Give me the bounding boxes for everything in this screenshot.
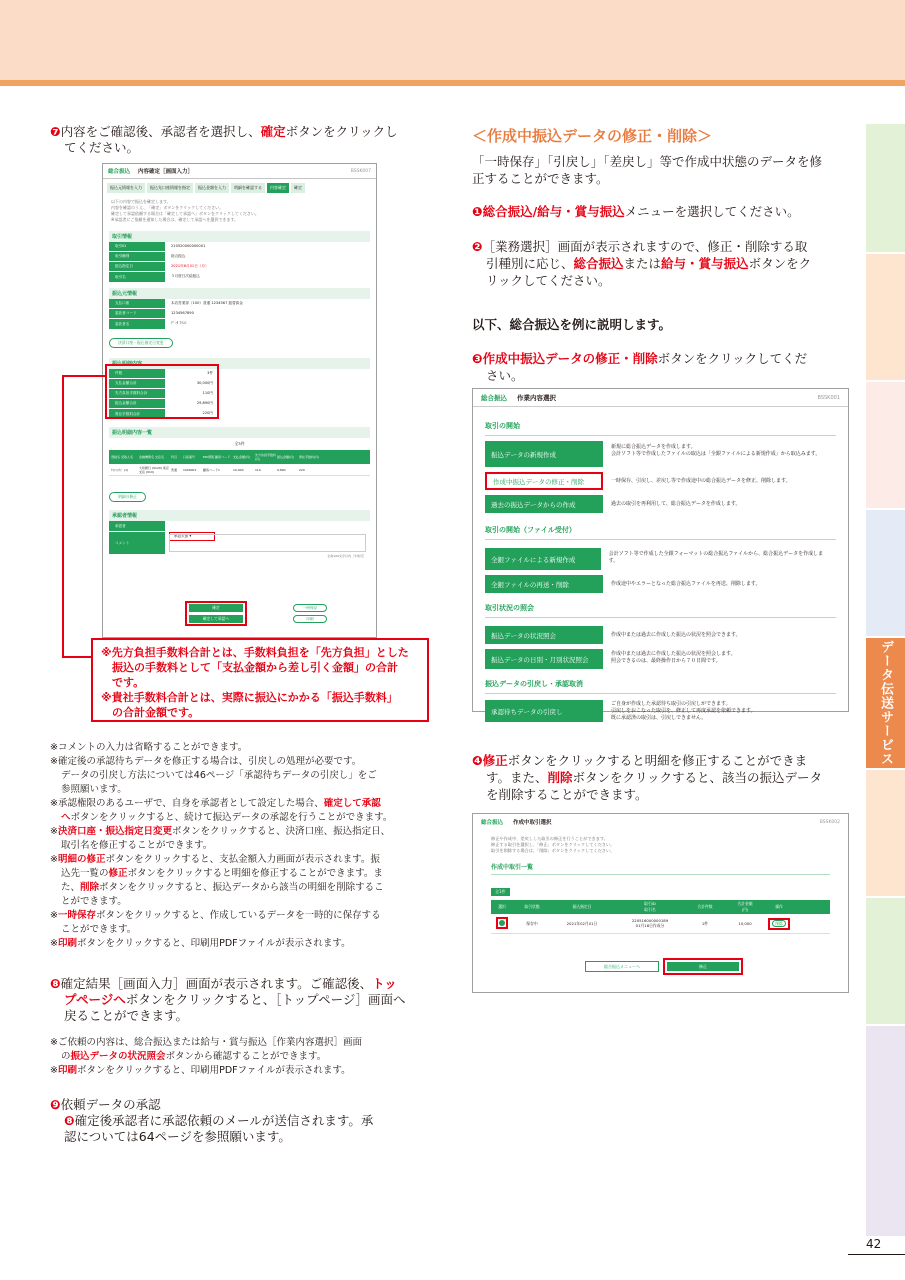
step-3: ❸作成中振込データの修正・削除ボタンをクリックしてくだ さい。	[472, 351, 808, 383]
step-7	[50, 124, 440, 156]
draft-list-row: 保存中 2021年02月01日 220516000000189 01月18日作成分 1件 10,000 削除	[491, 914, 830, 934]
side-tab-3[interactable]	[866, 382, 905, 508]
summary-highlight	[105, 364, 219, 419]
connector-h2	[62, 656, 92, 658]
sender-row: 委託者コード 1234567890	[109, 309, 370, 319]
step-9-number: ❾	[50, 1097, 61, 1112]
example-heading: 以下、総合振込を例に説明します。	[472, 317, 672, 332]
comment-label: コメント	[109, 532, 165, 554]
approver-row	[109, 521, 370, 538]
note-temp-save: ※一時保存ボタンをクリックすると、作成しているデータを一時的に保存する	[50, 910, 381, 921]
draft-select-radio[interactable]	[499, 920, 505, 926]
summary-row: 貴社手数料合計 220円	[109, 409, 370, 419]
note-status-inquiry-b: の振込データの状況照会ボタンから確認することができます。	[61, 1051, 327, 1062]
fee-note-line-1: ※先方負担手数料合計とは、手数料負担を「先方負担」とした	[101, 646, 409, 659]
step-8: ❽確定結果［画面入力］画面が表示されます。ご確認後、トッ プページへボタンをクリックすると、［トップページ］画面へ 戻ることができます。	[50, 976, 406, 1023]
note-self-approve-b: へボタンをクリックすると、続けて振込データの承認を行うことができます。	[61, 812, 393, 823]
daily-monthly-inquiry-button[interactable]: 振込データの日別・月別状況照会	[485, 649, 603, 669]
draft-select-intro: 修正や作成中、差戻しした取引の修正を行うことができます。 修正する取引を選択し、「修正」ボタンをクリックしてください。 取引を削除する場合は、「削除」ボタンをクリックしてください。	[491, 836, 615, 853]
task-select-header: 総合振込 作業内容選択 BSSK001	[473, 389, 848, 407]
draft-list-count: 全1件	[491, 888, 510, 896]
draft-select-radio-wrap	[491, 917, 513, 930]
connector-v	[62, 375, 64, 657]
edit-delete-draft-button[interactable]: 作成中振込データの修正・削除	[485, 472, 603, 490]
page-number-rule	[848, 1254, 905, 1255]
side-tab-strip	[866, 124, 905, 1236]
step-7-text-b: ボタンをクリックし	[285, 124, 398, 139]
edit-button-highlight	[663, 958, 743, 975]
create-from-past-button[interactable]: 過去の振込データからの作成	[485, 495, 603, 513]
page-number: 42	[866, 1237, 882, 1251]
back-to-menu-button[interactable]: 総合振込メニューへ	[585, 961, 659, 972]
pullback-button[interactable]: 承認待ちデータの引戻し	[485, 700, 603, 722]
task-row: 承認待ちデータの引戻し ご自身が作成した承認待ち取引の引戻しができます。 引戻しをおこなった取引を、修正して再度承認を依頼できます。 既に承認済の取引は、引戻しできません。	[485, 700, 836, 722]
note-comment: ※コメントの入力は省略することができます。	[50, 742, 248, 753]
sender-row: 支払口座 本店営業部（100）普通 1234567 振替資金	[109, 299, 370, 309]
step-7-number: ❼	[50, 124, 61, 139]
transaction-info-heading: 取引情報	[109, 231, 370, 242]
draft-list-header: 選択 取引状態 振込指定日 取引ID 取引名 合計件数 合計金額 (円) 操作	[491, 900, 830, 914]
draft-list	[473, 854, 848, 934]
side-tab-8[interactable]	[866, 1026, 905, 1236]
side-tab-4[interactable]	[866, 510, 905, 636]
note-change-account-b: 取引名を修正することができます。	[61, 840, 213, 851]
task-row: 振込データの状況照会 作成中または過去に作成した振込の状況を照会できます。	[485, 626, 836, 644]
side-tab-data-transfer[interactable]	[866, 638, 905, 768]
summary-row: 件数 3件	[109, 369, 370, 379]
note-pullback-c: 参照願います。	[61, 784, 127, 795]
header-rule	[0, 80, 905, 86]
step-1: ❶総合振込/給与・賞与振込メニューを選択してください。	[472, 204, 800, 219]
summary-row: 振込金額合計 29,890円	[109, 399, 370, 409]
step-7-text-c: てください。	[64, 140, 140, 155]
section-file: 取引の開始（ファイル受付）	[485, 526, 576, 534]
task-row: 過去の振込データからの作成 過去の取引を再利用して、総合振込データを作成します。	[485, 495, 836, 513]
approver-select-wrap	[165, 521, 219, 538]
approver-heading: 承認者情報	[109, 510, 370, 521]
header-band	[0, 0, 905, 80]
note-print-8: ※印刷ボタンをクリックすると、印刷用PDFファイルが表示されます。	[50, 1065, 351, 1076]
step-indicator-4: 明細を確認する	[231, 183, 265, 193]
step-8-number: ❽	[50, 976, 61, 991]
edit-button[interactable]: 修正	[667, 962, 739, 971]
note-edit-detail-b: 込先一覧の修正ボタンをクリックすると明細を修正することができます。ま	[61, 868, 383, 879]
detail-list-count: 全3件	[234, 441, 245, 446]
draft-select-header: 総合振込 作成中取引選択 BSSK002	[481, 819, 840, 826]
side-tab-7[interactable]	[866, 898, 905, 1024]
transaction-info-panel	[109, 231, 370, 282]
task-row: 振込データの新規作成 新規に総合振込データを作成します。 会計ソフト等で作成したファイルの取込は「全銀ファイルによる新規作成」から取込みます。	[485, 441, 836, 467]
approver-select[interactable]: 承認太郎 ▾	[169, 532, 215, 541]
step-9-title: 依頼データの承認	[60, 1097, 161, 1112]
summary-row: 支払金額合計 30,000円	[109, 379, 370, 389]
fee-note-line-5: の合計金額です。	[112, 706, 200, 719]
side-tab-2[interactable]	[866, 254, 905, 380]
note-print: ※印刷ボタンをクリックすると、印刷用PDFファイルが表示されます。	[50, 938, 351, 949]
detail-list-header: 登録名 受取人名 金融機関名 支店名 科目 口座番号 EDI情報 顧客コード 支払金額(円) 先方負担手数料(円) 振込金額(円) 貴社手数料(円)	[109, 450, 370, 464]
sender-info-heading: 振込元情報	[109, 288, 370, 299]
comment-row	[109, 532, 370, 554]
task-select-body	[473, 407, 848, 722]
step-indicator-2: 振込先口座情報を指定	[147, 183, 193, 193]
detail-list-heading: 振込明細内容一覧	[109, 427, 370, 438]
confirm-and-approve-button[interactable]: 確定して承認へ	[189, 615, 243, 623]
task-row: 全銀ファイルの再送・削除 作成途中やエラーとなった総合振込ファイルを再送、削除します。	[485, 575, 836, 593]
status-inquiry-button[interactable]: 振込データの状況照会	[485, 626, 603, 644]
note-edit-detail-d: とができます。	[61, 896, 127, 907]
transaction-row: 取引名 ５月度日次給振込	[109, 272, 370, 282]
summary-heading: 振込明細内容	[109, 358, 370, 369]
approver-label: 承認者	[109, 521, 165, 531]
step-indicator-3: 振込金額を入力	[195, 183, 229, 193]
sender-row: 委託者名 ﾃﾞｰﾀ ﾌﾘｺﾐ	[109, 319, 370, 329]
screenshot-header	[103, 164, 376, 179]
delete-button[interactable]: 削除	[772, 920, 786, 927]
note-edit-detail-c: た、削除ボタンをクリックすると、振込データから該当の明細を削除するこ	[61, 882, 384, 893]
detail-list-row: ﾃｽﾄｼｮｳｼﾞ (1) 大和銀行 (0120) 東京支店 (010) 普通 1000001 顧客コード1 10,000 110 9,890 220	[109, 464, 370, 476]
section-title: ＜作成中振込データの修正・削除＞	[472, 127, 713, 145]
connector-h1	[62, 375, 106, 377]
fee-note-line-4: ※貴社手数料合計とは、実際に振込にかかる「振込手数料」	[101, 691, 398, 704]
step-7-confirm-highlight: 確定	[260, 124, 286, 139]
print-button[interactable]: 印刷	[293, 615, 327, 623]
section-intro: 「一時保存」「引戻し」「差戻し」等で作成中状態のデータを修 正することができます。	[472, 154, 823, 186]
step-2: ❷［業務選択］画面が表示されますので、修正・削除する取 引種別に応じ、総合振込または給与・賞与振込ボタンをク リックしてください。	[472, 239, 812, 288]
screenshot-intro	[103, 197, 376, 225]
edit-detail-button[interactable]: 明細の修正	[109, 492, 146, 502]
step-indicator-5: 内容確定	[267, 183, 289, 193]
notes-block	[50, 741, 442, 951]
fee-explanation-box	[91, 638, 429, 722]
new-create-button[interactable]: 振込データの新規作成	[485, 441, 603, 467]
note-edit-detail: ※明細の修正ボタンをクリックすると、支払金額入力画面が表示されます。振	[50, 854, 380, 865]
intro-line-1: 以下の内容で振込を確定します。	[111, 199, 171, 204]
note-temp-save-b: ことができます。	[61, 924, 137, 935]
step-7-text-a: 内容をご確認後、承認者を選択し、	[60, 124, 261, 139]
note-self-approve: ※承認権限のあるユーザで、自身を承認者として設定した場合、確定して承認	[50, 798, 381, 809]
temp-save-button[interactable]: 一時保存	[293, 604, 327, 612]
step-indicator	[103, 179, 376, 197]
task-row: 振込データの日別・月別状況照会 作成中または過去に作成した振込の状況を照会します。 照会できるのは、最終操作日から７０日間です。	[485, 649, 836, 669]
summary-row: 先方負担手数料合計 110円	[109, 389, 370, 399]
task-row: 作成中振込データの修正・削除 一時保存、引戻し、差戻し等で作成途中の総合振込データを修正、削除します。	[485, 472, 836, 490]
note-status-inquiry-a: ※ご依頼の内容は、総合振込または給与・賞与振込［作業内容選択］画面	[50, 1037, 362, 1048]
transaction-row: 振込指定日 2021年6月01日（月）	[109, 262, 370, 272]
confirm-screenshot	[102, 163, 377, 638]
notes-step-8	[50, 1036, 442, 1078]
transaction-row: 取引ID 210520000000001	[109, 242, 370, 252]
transaction-row: 取引種別 総合振込	[109, 252, 370, 262]
fee-note-line-3: です。	[112, 676, 145, 689]
side-tab-6[interactable]	[866, 770, 905, 896]
task-row: 全銀ファイルによる新規作成 会計ソフト等で作成した全銀フォーマットの総合振込ファイルから、総合振込データを作成します。	[485, 548, 836, 570]
sender-info-panel	[109, 288, 370, 348]
section-start: 取引の開始	[485, 422, 520, 430]
side-tab-label: データ伝送サービス	[878, 640, 893, 766]
fee-note-line-2: 振込の手数料として「支払金額から差し引く金額」の合計	[112, 661, 398, 674]
intro-line-2: 内容を確認のうえ、「確定」ボタンをクリックしてください。	[111, 205, 224, 210]
zengin-resend-button[interactable]: 全銀ファイルの再送・削除	[485, 575, 603, 593]
step-4: ❹修正ボタンをクリックすると明細を修正することができま す。また、削除ボタンをクリックすると、該当の振込データ を削除することができます。	[472, 753, 823, 802]
side-tab-1[interactable]	[866, 124, 905, 252]
screenshot-service: 総合振込	[108, 169, 131, 175]
note-pullback-b: データの引戻し方法については46ページ「承認待ちデータの引戻し」をご	[61, 770, 377, 781]
step-indicator-6: 確定	[291, 183, 305, 193]
draft-list-heading: 作成中取引一覧	[491, 864, 534, 871]
task-select-screenshot	[472, 388, 849, 721]
intro-line-3: 確定して承認依頼する場合は「確定して承認へ」ボタンをクリックしてください。	[111, 211, 259, 216]
comment-textarea[interactable]	[169, 534, 366, 552]
section-inquiry: 取引状況の照会	[485, 604, 534, 612]
draft-select-screenshot	[472, 813, 849, 993]
screenshot-code: BSSK007	[350, 168, 371, 174]
step-indicator-1: 振込元情報を入力	[107, 183, 145, 193]
zengin-new-button[interactable]: 全銀ファイルによる新規作成	[485, 548, 601, 570]
section-pullback: 振込データの引戻し・承認取消	[485, 680, 583, 688]
note-pullback-a: ※確定後の承認待ちデータを修正する場合は、引戻しの処理が必要です。	[50, 756, 362, 767]
screenshot-title: 内容確定［画面入力］	[138, 169, 194, 175]
comment-limit: 全角120文字以内［半角可］	[327, 554, 366, 558]
intro-line-4: ※承認者にご依頼を通知した場合は、確定して承認へを選択できます。	[111, 217, 239, 222]
change-account-date-button[interactable]: 決済口座・振込指定日変更	[109, 338, 173, 348]
approver-panel	[109, 510, 370, 558]
step-9: ❾依頼データの承認 ❽確定後承認者に承認依頼のメールが送信されます。承 認については64ページを参照願います。	[50, 1097, 374, 1144]
confirm-button[interactable]: 確定	[189, 604, 243, 612]
note-change-account: ※決済口座・振込指定日変更ボタンをクリックすると、決済口座、振込指定日、	[50, 826, 391, 837]
detail-list-panel	[109, 427, 370, 502]
confirm-button-highlight	[185, 601, 247, 626]
